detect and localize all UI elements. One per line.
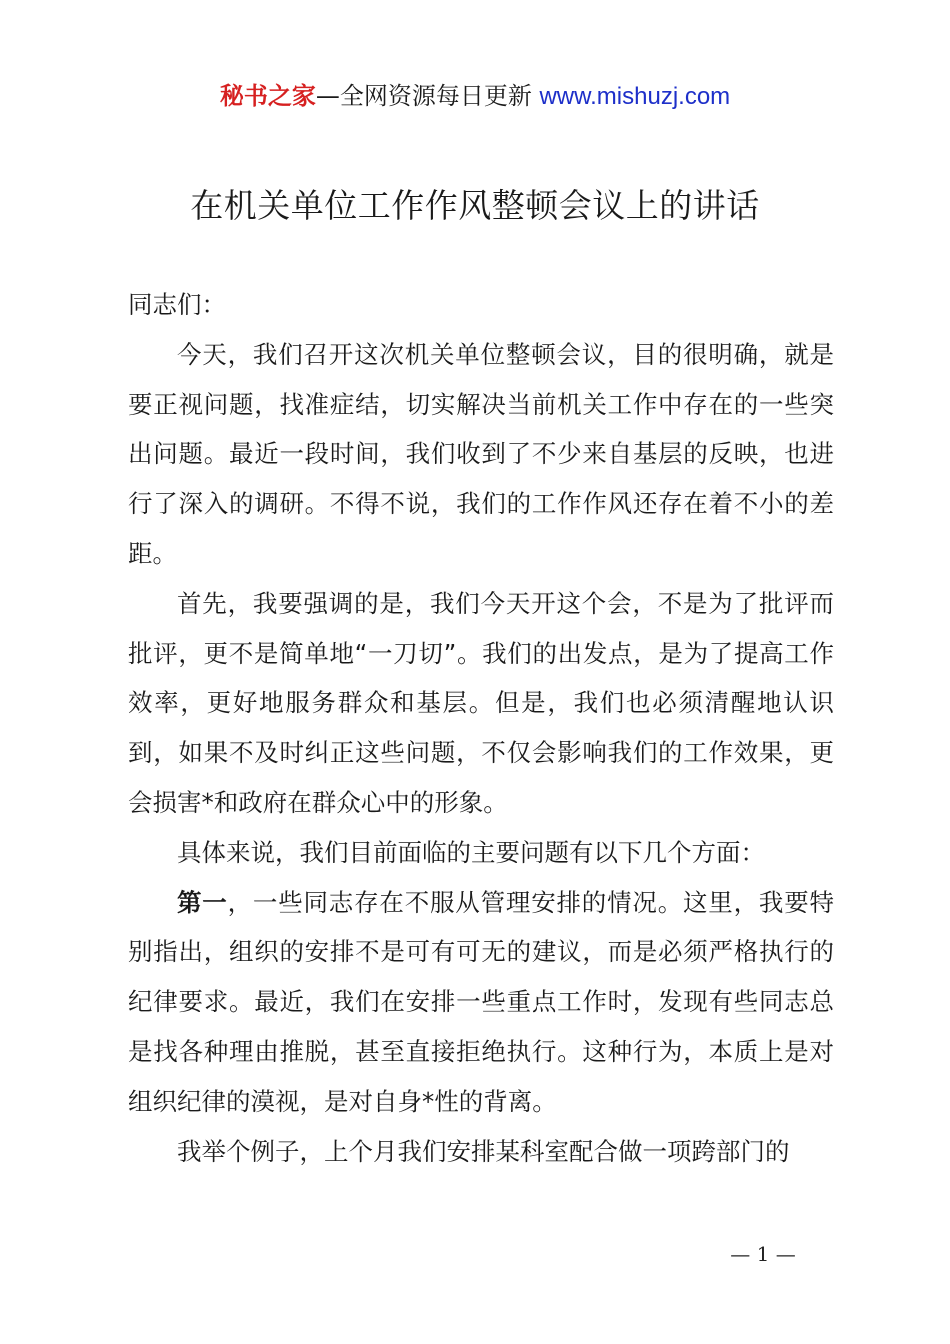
- paragraph-point-one: [128, 878, 834, 1127]
- site-url[interactable]: www.mishuzj.com: [539, 83, 731, 110]
- site-tagline: —全网资源每日更新: [315, 82, 540, 110]
- point-one-text: ，一些同志存在不服从管理安排的情况。这里，我要特别指出，组织的安排不是可有可无的建议，而是必须严格执行的纪律要求。最近，我们在安排一些重点工作时，发现有些同志总是找各种理由推脱，甚至直接拒绝执行。这种行为，本质上是对组织纪律的漠视，是对自身*性的背离。: [128, 887, 835, 1116]
- site-brand: 秘书之家: [219, 82, 316, 110]
- paragraph: 我举个例子，上个月我们安排某科室配合做一项跨部门的: [177, 1136, 790, 1166]
- document-body: [128, 280, 834, 1176]
- paragraph: 今天，我们召开这次机关单位整顿会议，目的很明确，就是要正视问题，找准症结，切实解决当前机关工作中存在的一些突出问题。最近一段时间，我们收到了不少来自基层的反映，也进行了深入的调研。不得不说，我们的工作作风还存在着不小的差距。: [128, 339, 834, 568]
- document-title: 在机关单位工作作风整顿会议上的讲话: [190, 186, 760, 225]
- salutation: 同志们：: [128, 290, 226, 319]
- point-one-lead: 第一: [177, 887, 228, 917]
- page-number: — 1 —: [730, 1242, 796, 1266]
- site-header: [0, 80, 950, 113]
- paragraph: 首先，我要强调的是，我们今天开这个会，不是为了批评而批评，更不是简单地“一刀切”。我们的出发点，是为了提高工作效率，更好地服务群众和基层。但是，我们也必须清醒地认识到，如果不及时纠正这些问题，不仅会影响我们的工作效果，更会损害*和政府在群众心中的形象。: [128, 588, 834, 817]
- paragraph: 具体来说，我们目前面临的主要问题有以下几个方面：: [177, 837, 765, 867]
